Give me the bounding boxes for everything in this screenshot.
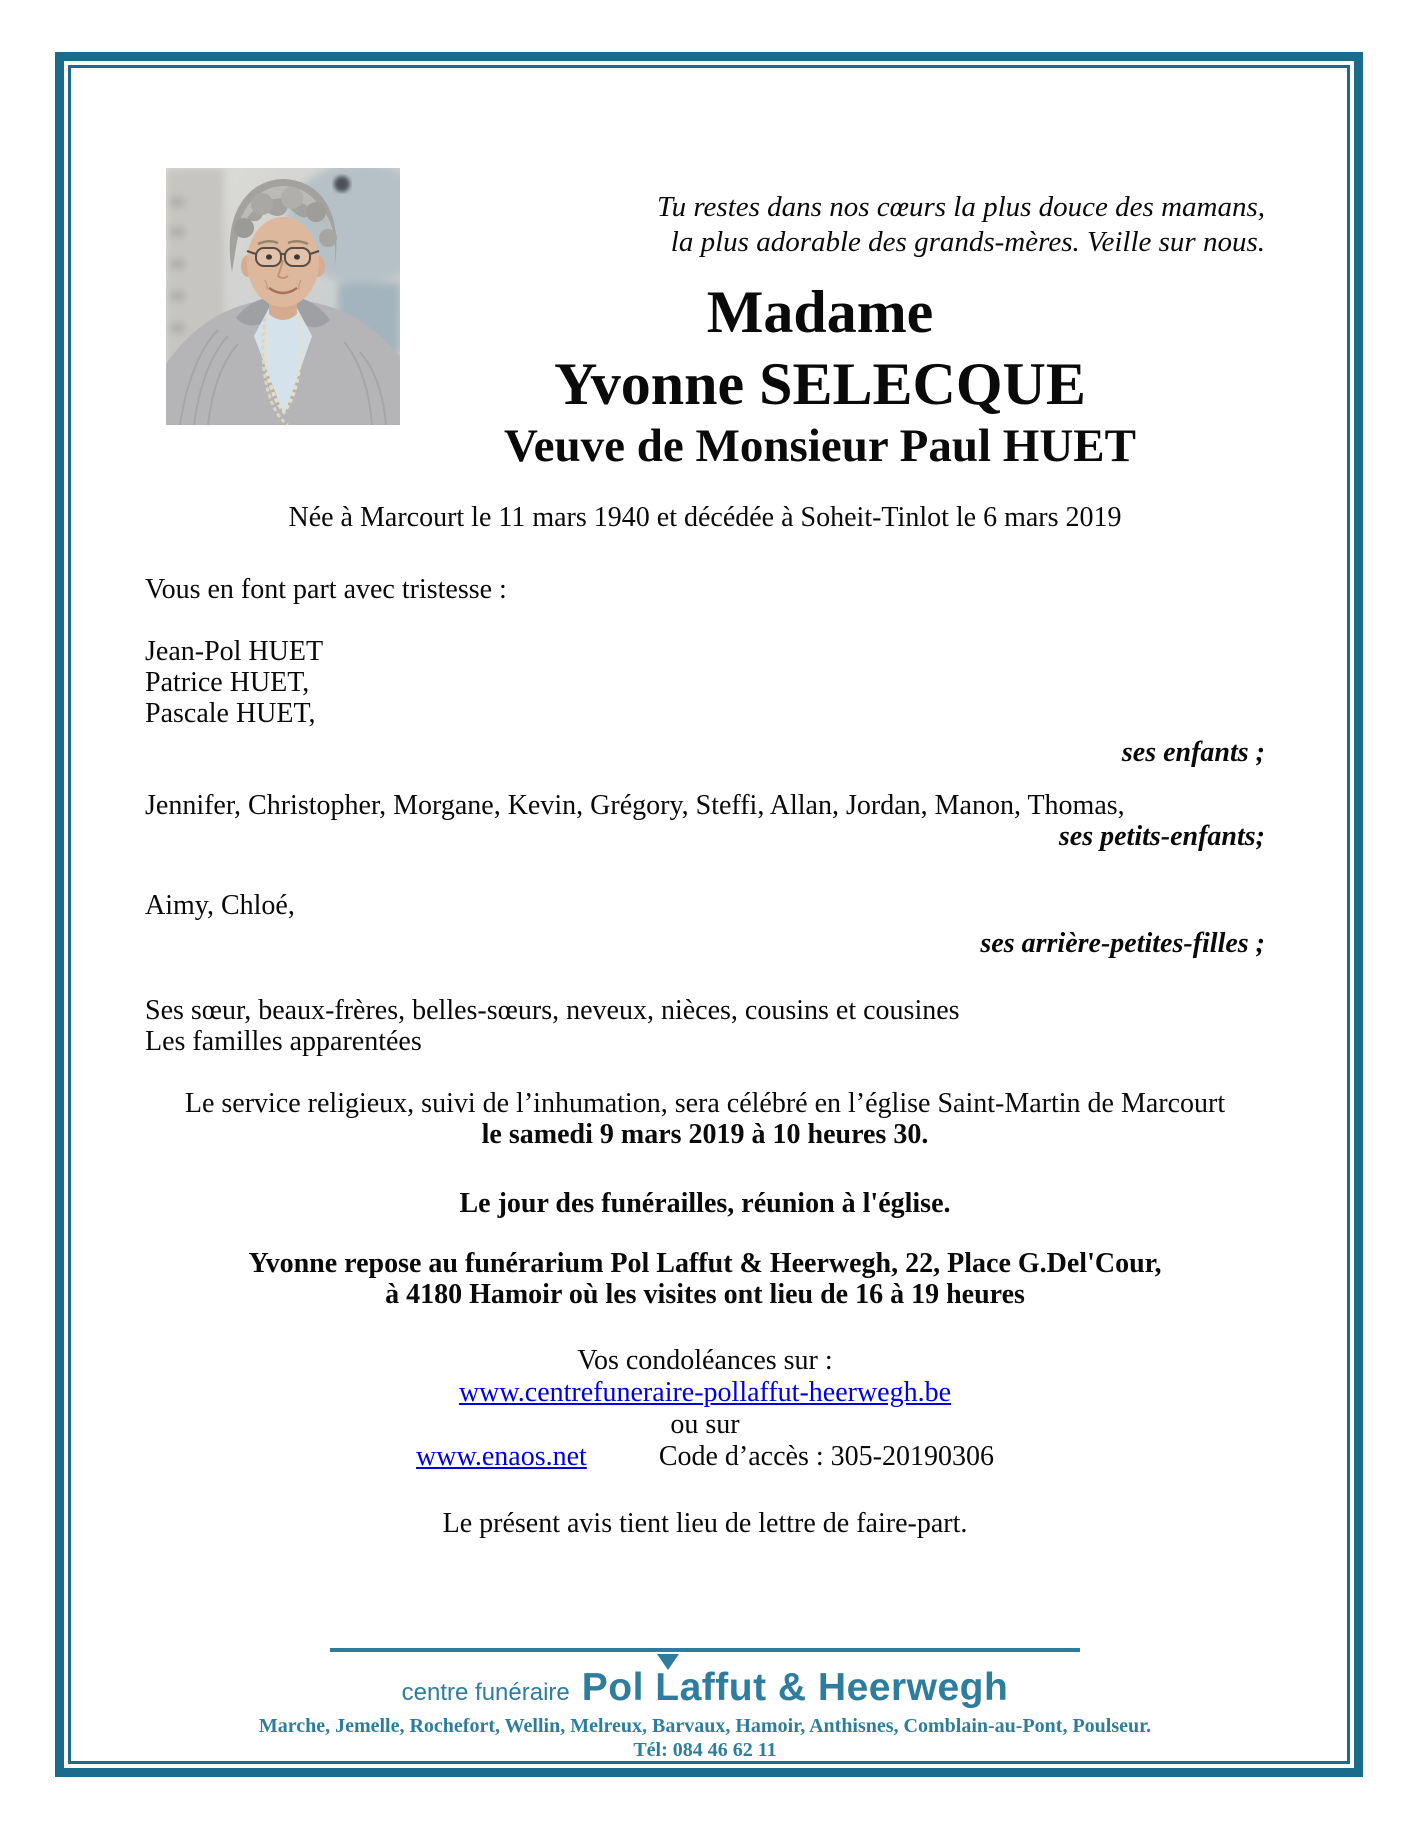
- portrait-photo-illustration: [166, 168, 400, 425]
- brand-name-text: Pol Laffut & Heerwegh: [581, 1666, 1009, 1709]
- relatives-block: [145, 995, 1265, 1057]
- great-grandchildren-names: Aimy, Chloé,: [145, 890, 295, 921]
- birth-death-line: Née à Marcourt le 11 mars 1940 et décédée à Soheit-Tinlot le 6 mars 2019: [288, 502, 1122, 533]
- page-border-frame: [55, 52, 1363, 1777]
- footer-divider-line: [330, 1648, 1080, 1652]
- repose-line2: à 4180 Hamoir où les visites ont lieu de 16 à 19 heures: [385, 1279, 1025, 1310]
- repose-line1: Yvonne repose au funérarium Pol Laffut & Heerwegh, 22, Place G.Del'Cour,: [248, 1248, 1162, 1279]
- child-name: Jean-Pol HUET: [145, 636, 324, 667]
- children-names: [145, 636, 1265, 729]
- funeral-home-phone: Tél: 084 46 62 11: [633, 1739, 777, 1761]
- faire-part-notice: Le présent avis tient lieu de lettre de faire-part.: [442, 1508, 968, 1539]
- memorial-quote-line2: la plus adorable des grands-mères. Veille sur nous.: [670, 226, 1265, 258]
- memorial-quote-line1: Tu restes dans nos cœurs la plus douce des mamans,: [657, 191, 1265, 223]
- grandchildren-relation-label: ses petits-enfants;: [1058, 821, 1265, 852]
- condolences-block: [145, 1345, 1265, 1473]
- relatives-line1: Ses sœur, beaux-frères, belles-sœurs, neveux, nièces, cousins et cousines: [145, 995, 960, 1026]
- title-prefix: Madame: [706, 279, 934, 345]
- condolences-intro: Vos condoléances sur :: [577, 1345, 833, 1376]
- access-code: Code d’accès : 305-20190306: [658, 1441, 994, 1472]
- relatives-line2: Les familles apparentées: [145, 1026, 422, 1057]
- funeral-meeting-line: Le jour des funérailles, réunion à l'église.: [459, 1188, 951, 1219]
- brand-small-text: centre funéraire: [401, 1679, 570, 1706]
- condolences-or-text: ou sur: [670, 1409, 740, 1440]
- service-line1: Le service religieux, suivi de l’inhumation, sera célébré en l’église Saint-Martin de Marcourt: [184, 1088, 1226, 1119]
- children-relation-label: ses enfants ;: [1121, 737, 1265, 768]
- service-block: [145, 1088, 1265, 1150]
- portrait-photo: [166, 168, 400, 425]
- child-name: Pascale HUET,: [145, 698, 316, 729]
- condolences-link-centrefuneraire[interactable]: www.centrefuneraire-pollaffut-heerwegh.be: [458, 1377, 952, 1408]
- repose-block: [145, 1248, 1265, 1310]
- service-date-line: le samedi 9 mars 2019 à 10 heures 30.: [481, 1119, 929, 1150]
- great-grandchildren-relation-label: ses arrière-petites-filles ;: [980, 928, 1265, 959]
- condolences-link-enaos[interactable]: www.enaos.net: [416, 1441, 587, 1472]
- page-content-area: [68, 65, 1350, 1764]
- announcement-intro: Vous en font part avec tristesse :: [145, 574, 507, 605]
- funeral-home-logo: [145, 1666, 1265, 1710]
- widow-line: Veuve de Monsieur Paul HUET: [504, 420, 1136, 472]
- funeral-home-locations: Marche, Jemelle, Rochefort, Wellin, Melreux, Barvaux, Hamoir, Anthisnes, Comblain-au-Pont, Poulseur.: [258, 1715, 1152, 1737]
- enaos-row: [145, 1441, 1265, 1473]
- grandchildren-names: Jennifer, Christopher, Morgane, Kevin, Grégory, Steffi, Allan, Jordan, Manon, Thomas,: [145, 790, 1125, 821]
- triangle-down-icon: [657, 1654, 679, 1670]
- deceased-name: Yvonne SELECQUE: [554, 351, 1086, 417]
- child-name: Patrice HUET,: [145, 667, 310, 698]
- title-block: [375, 276, 1265, 472]
- memorial-quote: [375, 190, 1265, 260]
